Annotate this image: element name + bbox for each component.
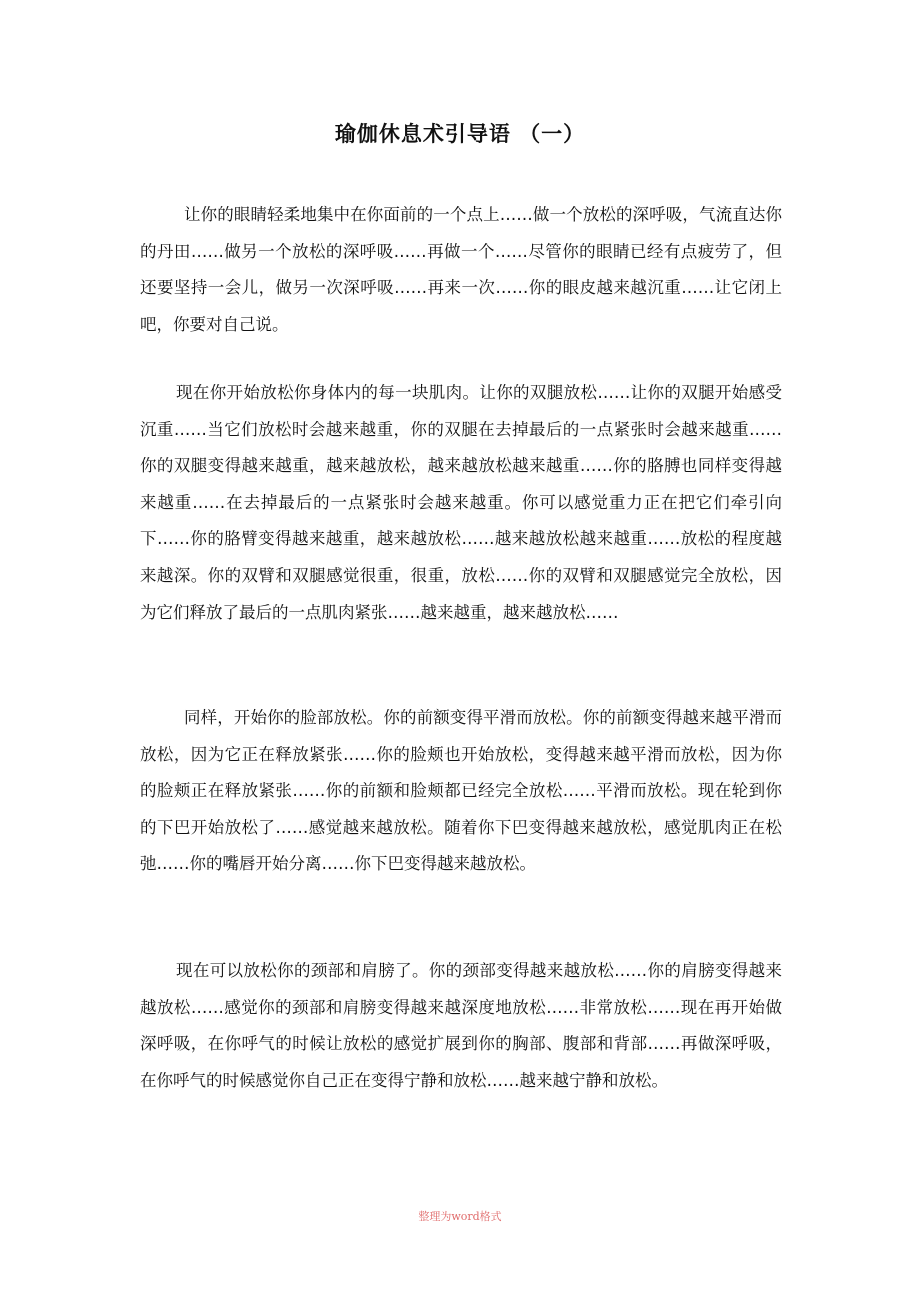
paragraph-face-relax: 同样，开始你的脸部放松。你的前额变得平滑而放松。你的前额变得越来越平滑而放松，因为它正在释放紧张……你的脸颊也开始放松，变得越来越平滑而放松，因为你的脸颊正在释放紧张……你的前额和脸颊都已经完全放松……平滑而放松。现在轮到你的下巴开始放松了……感觉越来越放松。随着你下巴变得越来越放松，感觉肌肉正在松弛……你的嘴唇开始分离……你下巴变得越来越放松。 [140, 708, 782, 874]
paragraph-eyes-breathing: 让你的眼睛轻柔地集中在你面前的一个点上……做一个放松的深呼吸，气流直达你的丹田……做另一个放松的深呼吸……再做一个……尽管你的眼睛已经有点疲劳了，但还要坚持一会儿，做另一次深呼吸……再来一次……你的眼皮越来越沉重……让它闭上吧，你要对自己说。 [140, 205, 782, 334]
paragraph-neck-shoulders-relax: 现在可以放松你的颈部和肩膀了。你的颈部变得越来越放松……你的肩膀变得越来越放松……感觉你的颈部和肩膀变得越来越深度地放松……非常放松……现在再开始做深呼吸，在你呼气的时候让放松的感觉扩展到你的胸部、腹部和背部……再做深呼吸，在你呼气的时候感觉你自己正在变得宁静和放松……越来越宁静和放松。 [140, 961, 782, 1090]
page-footer-note: 整理为word格式 [418, 1210, 502, 1223]
paragraph-limbs-relax: 现在你开始放松你身体内的每一块肌肉。让你的双腿放松……让你的双腿开始感受沉重……当它们放松时会越来越重，你的双腿在去掉最后的一点紧张时会越来越重……你的双腿变得越来越重，越来越放松，越来越放松越来越重……你的胳膊也同样变得越来越重……在去掉最后的一点紧张时会越来越重。你可以感觉重力正在把它们牵引向下……你的胳臂变得越来越重，越来越放松……越来越放松越来越重……放松的程度越来越深。你的双臂和双腿感觉很重，很重，放松……你的双臂和双腿感觉完全放松，因为它们释放了最后的一点肌肉紧张……越来越重，越来越放松…… [140, 383, 782, 622]
document-title: 瑜伽休息术引导语 （一） [334, 122, 586, 146]
